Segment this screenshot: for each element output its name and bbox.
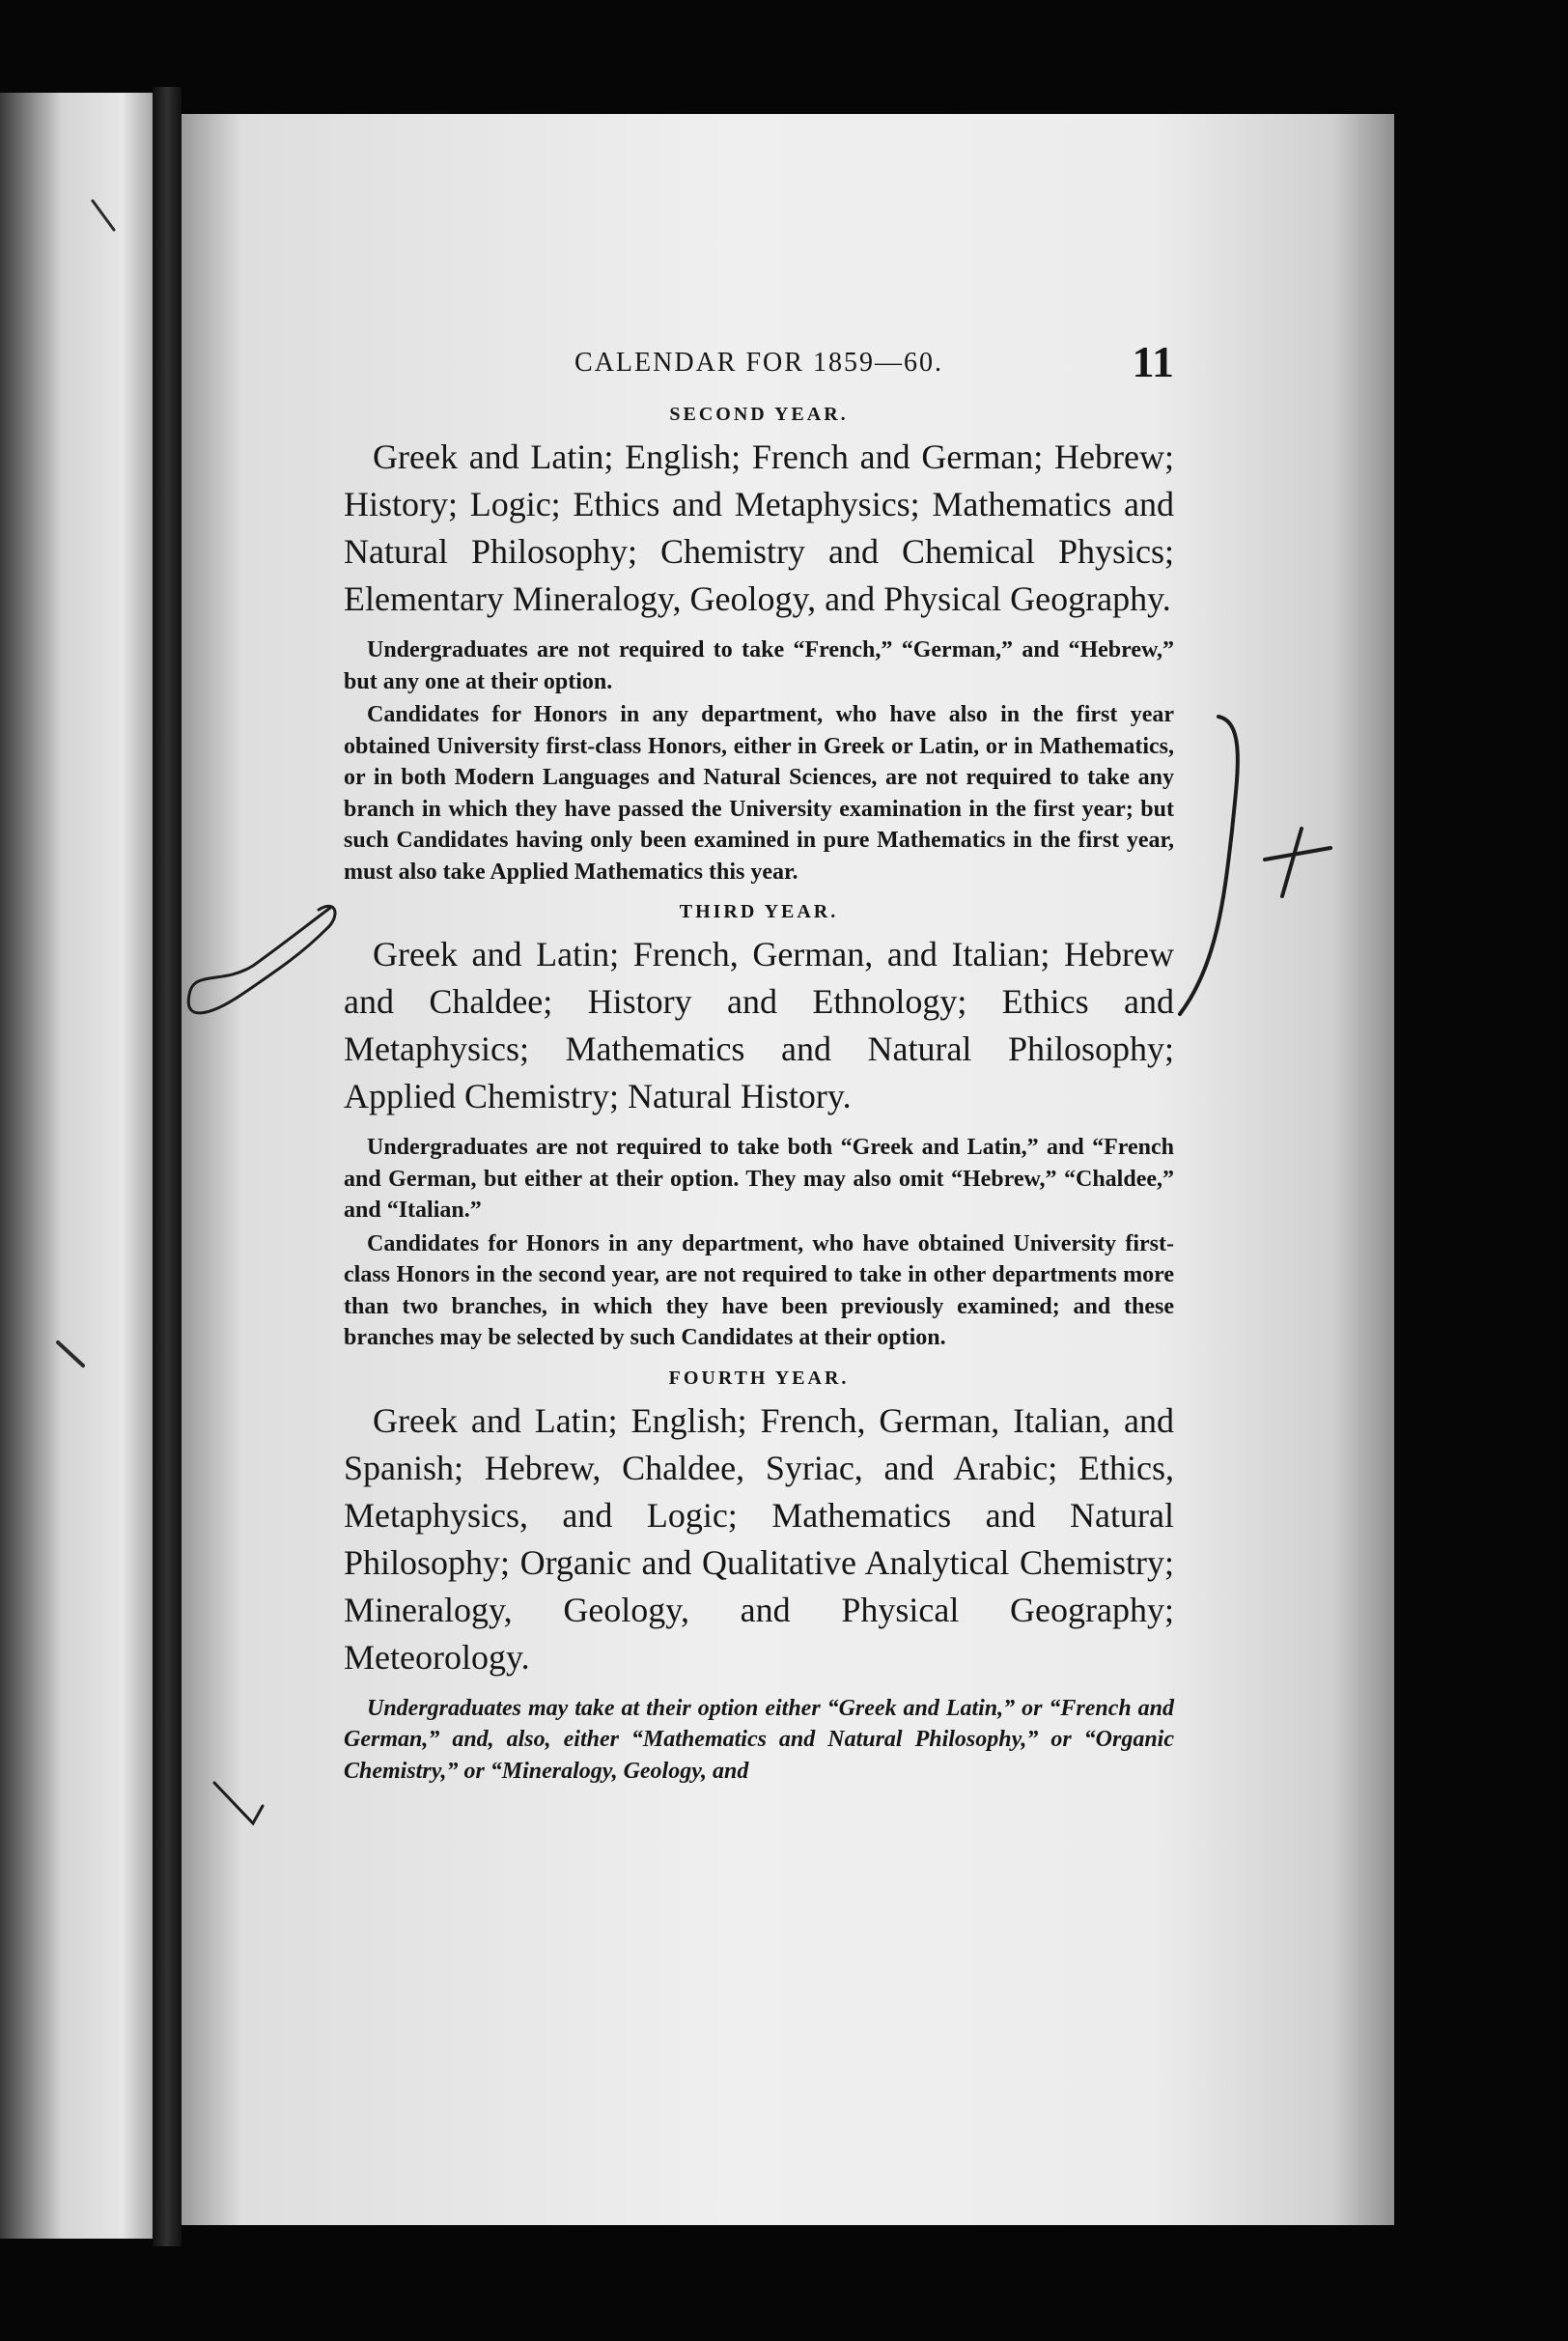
book-page [182,114,1394,2225]
book-gutter [153,87,182,2246]
second-year-note-2: Candidates for Honors in any department, who have also in the first year obtained University first-class Honors, either in Greek or Latin, or in Mathematics, or in both Modern Languages and Natural Sciences, are not required to take any branch in which they have passed the University examination in the first year; but such Candidates having only been examined in pure Mathematics in the first year, must also take Applied Mathematics this year. [344,702,1174,885]
page-header [344,336,1174,398]
facing-page-edge [0,93,153,2239]
fourth-year-note-1: Undergraduates may take at their option either “Greek and Latin,” or “French and German,” and, also, either “Mathematics and Natural Philosophy,” or “Organic Chemistry,” or “Mineralogy, Geology, and [344,1695,1174,1784]
fourth-year-heading: FOURTH YEAR. [668,1367,850,1389]
page-number: 11 [1132,337,1174,386]
third-year-subjects: Greek and Latin; French, German, and Italian; Hebrew and Chaldee; History and Ethnology; Ethics and Metaphysics; Mathematics and Natural Philosophy; Applied Chemistry; Natural History. [344,935,1174,1115]
second-year-heading: SECOND YEAR. [669,404,849,425]
second-year-note-1: Undergraduates are not required to take “French,” “German,” and “Hebrew,” but any one at their option. [344,637,1174,694]
third-year-note-1: Undergraduates are not required to take both “Greek and Latin,” and “French and German, but either at their option. They may also omit “Hebrew,” “Chaldee,” and “Italian.” [344,1135,1174,1223]
running-title: CALENDAR FOR 1859—60. [574,348,943,378]
fourth-year-subjects: Greek and Latin; English; French, German, Italian, and Spanish; Hebrew, Chaldee, Syriac, and Arabic; Ethics, Metaphysics, and Logic; Mathematics and Natural Philosophy; Organic and Qualitative Analytical Chemistry; Mineralogy, Geology, and Physical Geography; Meteorology. [344,1400,1174,1677]
page-text-block [344,336,1174,1789]
second-year-subjects: Greek and Latin; English; French and German; Hebrew; History; Logic; Ethics and Metaphysics; Mathematics and Natural Philosophy; Chemistry and Chemical Physics; Elementary Mineralogy, Geology, and Physical Geography. [344,437,1174,618]
third-year-heading: THIRD YEAR. [679,901,839,922]
third-year-note-2: Candidates for Honors in any department, who have obtained University first-class Honors in the second year, are not required to take in other departments more than two branches, in which they have been previously examined; and these branches may be selected by such Candidates at their option. [344,1230,1174,1350]
